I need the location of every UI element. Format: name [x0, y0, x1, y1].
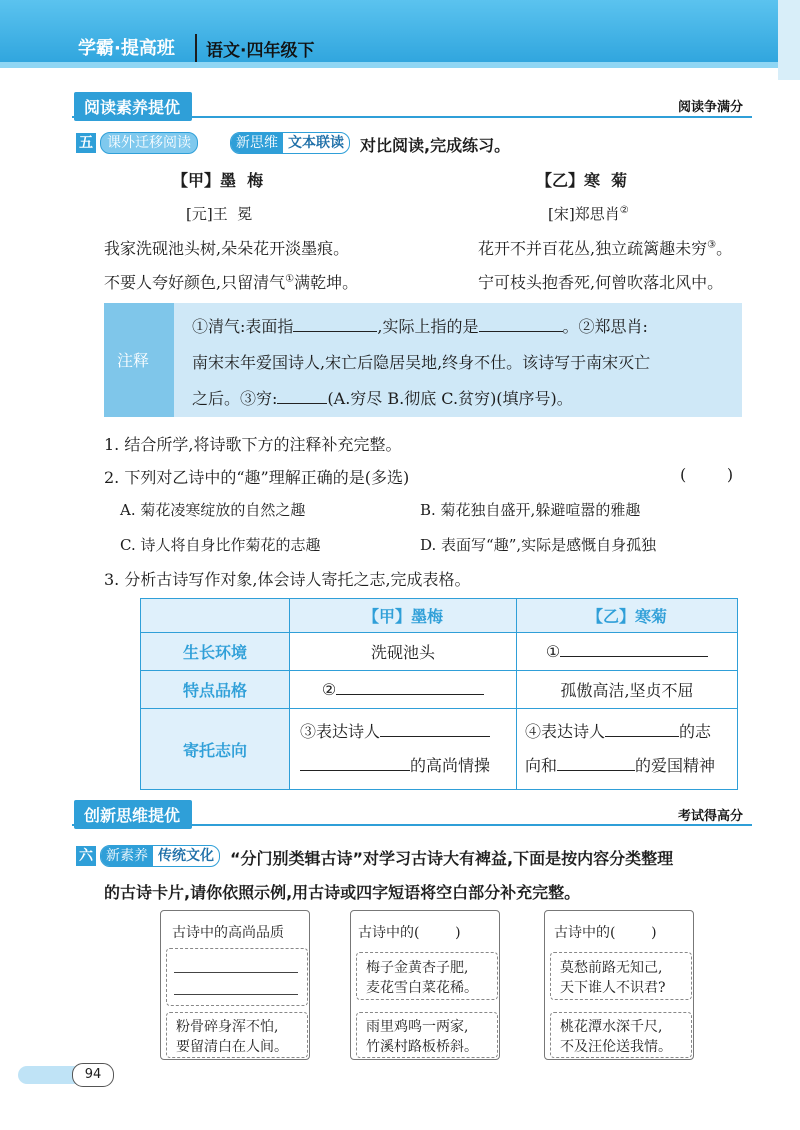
poem-b-line1-a: 花开不并百花丛,独立疏篱趣未穷 — [478, 239, 708, 258]
blank-b1[interactable] — [560, 642, 708, 657]
option-d[interactable]: D. 表面写“趣”,实际是感慨自身孤独 — [420, 536, 657, 554]
section2-subtitle: 考试得高分 — [678, 809, 744, 824]
table-corner — [141, 599, 290, 633]
blank-a2[interactable] — [336, 680, 484, 695]
subject-title: 语文·四年级下 — [206, 41, 315, 61]
poem-a-line2 — [104, 270, 358, 293]
brand-title: 学霸·提高班 — [78, 38, 175, 59]
poem-b-line1 — [478, 236, 732, 259]
blank-b3-1[interactable] — [605, 722, 679, 737]
header-separator — [195, 34, 203, 62]
page-edge — [778, 0, 800, 80]
annotation-line1 — [192, 314, 648, 337]
cell-b-quality: 孤傲高洁,坚贞不屈 — [517, 671, 738, 709]
footnote-3-mark: ③ — [707, 239, 717, 251]
cell-b1-mark: ① — [545, 642, 561, 661]
annotation-line3 — [192, 386, 573, 409]
q5-instruction: 对比阅读,完成练习。 — [360, 136, 511, 155]
tag-extracurricular: 课外迁移阅读 — [100, 132, 198, 154]
card1-line3: 粉骨碎身浑不怕, — [176, 1019, 279, 1035]
poem-a-line2-b: 满乾坤。 — [294, 273, 359, 292]
cell-a3-text2: 的高尚情操 — [410, 756, 491, 775]
card1-answer-line1[interactable] — [174, 972, 298, 973]
note1-a: ①清气:表面指 — [192, 317, 294, 336]
q5-item3: 3. 分析古诗写作对象,体会诗人寄托之志,完成表格。 — [104, 570, 471, 589]
cell-a3-text1: ③表达诗人 — [300, 722, 381, 741]
cell-b3-text3: 向和 — [525, 756, 558, 775]
poem-a-line1: 我家洗砚池头树,朵朵花开淡墨痕。 — [104, 239, 350, 258]
cell-a2-mark: ② — [321, 680, 337, 699]
footnote-1-mark: ① — [285, 273, 295, 285]
row-header-aspiration: 寄托志向 — [141, 709, 290, 790]
tag-new-literacy-b: 传统文化 — [158, 848, 214, 864]
poem-a-line2-a: 不要人夸好颜色,只留清气 — [104, 273, 286, 292]
tag-new-thinking-a: 新思维 — [231, 133, 283, 153]
cell-a-aspiration[interactable] — [290, 709, 517, 790]
section1-title: 阅读素养提优 — [74, 92, 192, 121]
card2-line2: 麦花雪白菜花稀。 — [366, 980, 478, 996]
row-header-environment: 生长环境 — [141, 633, 290, 671]
card1-answer-box[interactable] — [166, 948, 308, 1006]
poem-b-author — [548, 203, 629, 224]
cell-b-aspiration[interactable] — [517, 709, 738, 790]
section1-subtitle: 阅读争满分 — [678, 100, 744, 115]
cell-b3-text4: 的爱国精神 — [635, 756, 716, 775]
table-header-a: 【甲】墨梅 — [290, 599, 517, 633]
q6-line1: “分门别类辑古诗”对学习古诗大有裨益,下面是按内容分类整理 — [230, 849, 674, 868]
card3-line4: 不及汪伦送我情。 — [560, 1039, 672, 1055]
header-strip — [0, 62, 778, 68]
card1-title: 古诗中的高尚品质 — [172, 925, 284, 941]
poem-a-author: [元]王 冕 — [186, 205, 253, 223]
cell-a-quality[interactable] — [290, 671, 517, 709]
card3-line2: 天下谁人不识君? — [560, 980, 666, 996]
cell-b3-text1: ④表达诗人 — [525, 722, 606, 741]
card3-line3: 桃花潭水深千尺, — [560, 1019, 663, 1035]
cell-b-environment[interactable] — [517, 633, 738, 671]
note1-c: 。②郑思肖: — [562, 317, 648, 336]
card1-answer-line2[interactable] — [174, 994, 298, 995]
option-a[interactable]: A. 菊花凌寒绽放的自然之趣 — [120, 501, 306, 519]
tag-new-thinking — [230, 132, 350, 154]
q6-line2: 的古诗卡片,请你依照示例,用古诗或四字短语将空白部分补充完整。 — [104, 883, 581, 902]
note-blank-3[interactable] — [277, 389, 327, 404]
card1-line4: 要留清白在人间。 — [176, 1039, 288, 1055]
section2-title: 创新思维提优 — [74, 800, 192, 829]
card2-title[interactable]: 古诗中的( ) — [358, 925, 461, 941]
poem-b-author-name: [宋]郑思肖 — [548, 205, 620, 223]
q5-item2: 2. 下列对乙诗中的“趣”理解正确的是(多选) — [104, 468, 410, 487]
q5-item2-answer[interactable]: ( ) — [680, 465, 734, 484]
blank-a3-2[interactable] — [300, 756, 410, 771]
poem-b-line1-b: 。 — [716, 239, 733, 258]
blank-a3-1[interactable] — [380, 722, 490, 737]
card2-line4: 竹溪村路板桥斜。 — [366, 1039, 478, 1055]
tag-new-literacy-a: 新素养 — [101, 846, 153, 866]
annotation-label: 注释 — [117, 351, 150, 370]
tag-new-thinking-b: 文本联读 — [288, 135, 344, 151]
tag-new-literacy — [100, 845, 220, 867]
comparison-table — [140, 598, 738, 790]
table-header-b: 【乙】寒菊 — [517, 599, 738, 633]
page-number: 94 — [72, 1063, 114, 1087]
note-blank-2[interactable] — [479, 317, 563, 332]
poem-b-title: 【乙】寒 菊 — [536, 171, 628, 190]
poem-b-line2: 宁可枝头抱香死,何曾吹落北风中。 — [478, 273, 724, 292]
note3-a: 之后。③穷: — [192, 389, 278, 408]
question-number-5: 五 — [76, 133, 96, 153]
card3-title[interactable]: 古诗中的( ) — [554, 925, 657, 941]
note1-b: ,实际上指的是 — [377, 317, 479, 336]
blank-b3-2[interactable] — [557, 756, 635, 771]
row-header-quality: 特点品格 — [141, 671, 290, 709]
poem-a-title: 【甲】墨 梅 — [172, 171, 264, 190]
option-b[interactable]: B. 菊花独自盛开,躲避喧嚣的雅趣 — [420, 501, 641, 519]
annotation-line2: 南宋末年爱国诗人,宋亡后隐居吴地,终身不仕。该诗写于南宋灭亡 — [192, 353, 651, 372]
q5-item1: 1. 结合所学,将诗歌下方的注释补充完整。 — [104, 435, 402, 454]
option-c[interactable]: C. 诗人将自身比作菊花的志趣 — [120, 536, 321, 554]
note-blank-1[interactable] — [293, 317, 377, 332]
cell-b3-text2: 的志 — [679, 722, 712, 741]
question-number-6: 六 — [76, 846, 96, 866]
cell-a-environment: 洗砚池头 — [290, 633, 517, 671]
note3-b: (A.穷尽 B.彻底 C.贫穷)(填序号)。 — [327, 389, 573, 408]
card2-line1: 梅子金黄杏子肥, — [366, 960, 469, 976]
card2-line3: 雨里鸡鸣一两家, — [366, 1019, 469, 1035]
footnote-2-mark: ② — [619, 205, 629, 216]
card3-line1: 莫愁前路无知己, — [560, 960, 663, 976]
